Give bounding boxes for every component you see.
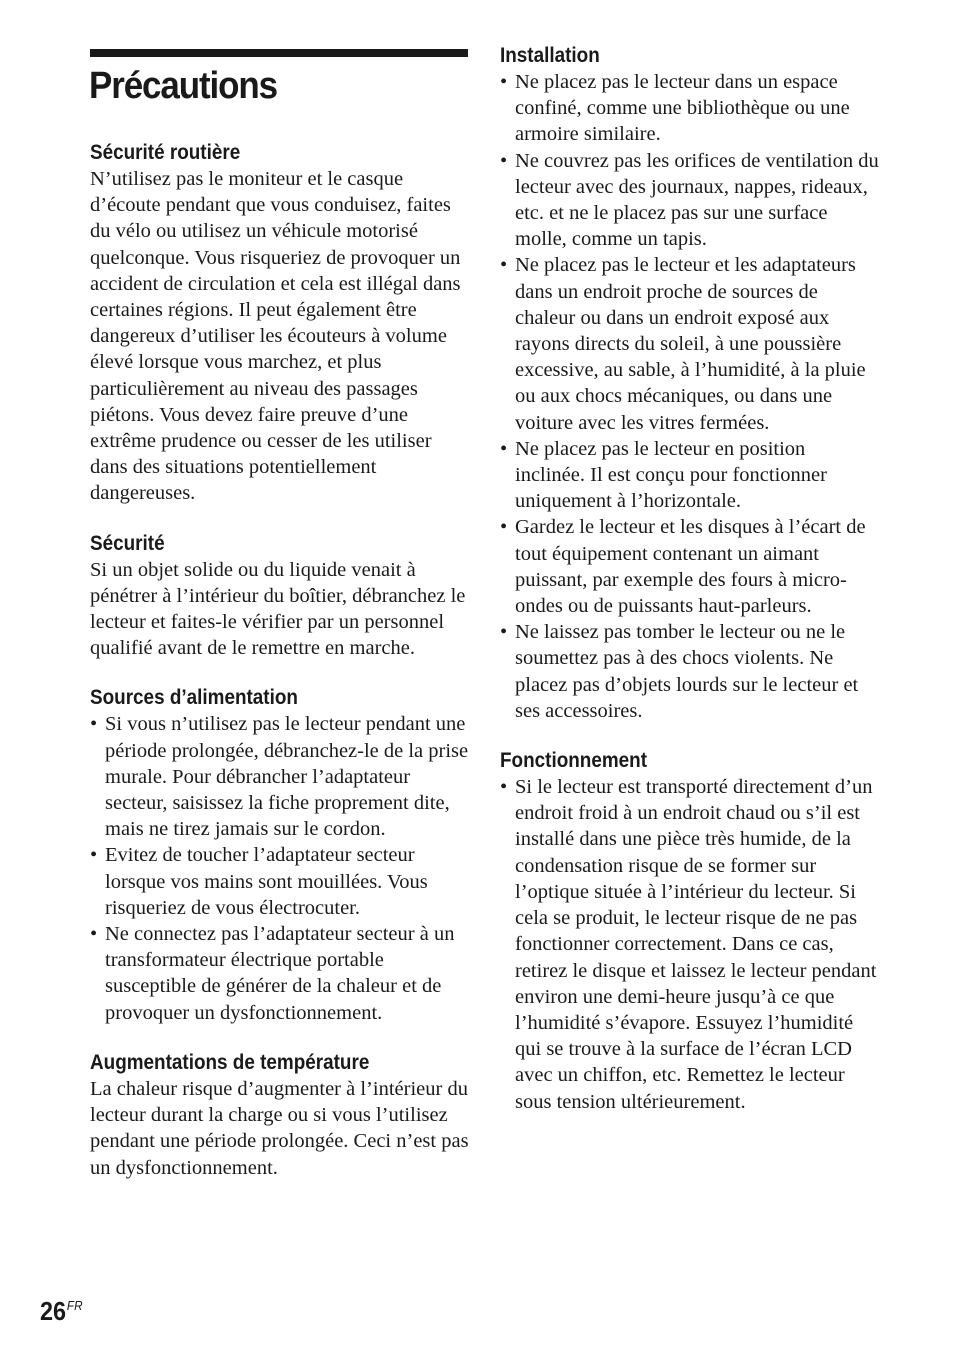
left-column <box>90 140 470 1205</box>
list-operation <box>500 774 880 1115</box>
section-temperature <box>90 1050 470 1181</box>
title-rule <box>90 49 468 57</box>
text-safety: Si un objet solide ou du liquide venait à pénétrer à l’intérieur du boîtier, débranchez le lecteur et faites-le vérifier par un personnel qualifié avant de le remettre en marche. <box>90 558 466 660</box>
section-operation <box>500 748 880 1115</box>
list-power-sources <box>90 711 470 1025</box>
section-safety <box>90 531 470 662</box>
right-column <box>500 43 880 1139</box>
text-road-safety: N’utilisez pas le moniteur et le casque d’écoute pendant que vous conduisez, faites du vélo ou utilisez un véhicule motorisé quelconque. Vous risqueriez de provoquer un accident de circulation et cela est illégal dans certaines régions. Il peut également être dangereux d’utiliser les écouteurs à volume élevé lorsque vous marchez, et plus particulièrement au niveau des passages piétons. Vous devez faire preuve d’une extrême prudence ou cesser de les utiliser dans des situations potentiellement dangereuses. <box>90 168 461 505</box>
heading-power-sources: Sources d’alimentation <box>90 686 298 710</box>
list-item: • Si vous n’utilisez pas le lecteur pendant une période prolongée, débranchez-le de la prise murale. Pour débrancher l’adaptateur secteur, saisissez la fiche proprement dite, mais ne tirez jamais sur le cordon. <box>90 713 469 841</box>
heading-installation: Installation <box>500 44 600 67</box>
section-installation <box>500 43 880 724</box>
list-item: • Si le lecteur est transporté directement d’un endroit froid à un endroit chaud ou s’il est installé dans une pièce très humide, de la condensation risque de se former sur l’optique située à l’intérieur du lecteur. Si cela se produit, le lecteur risque de ne pas fonctionner correctement. Dans ce cas, retirez le disque et laissez le lecteur pendant environ une demi-heure jusqu’à ce que l’humidité s’évapore. Essuyez l’humidité qui se trouve à la surface de l’écran LCD avec un chiffon, etc. Remettez le lecteur sous tension ultérieurement. <box>500 776 877 1113</box>
section-road-safety <box>90 140 470 507</box>
list-item: • Ne placez pas le lecteur et les adaptateurs dans un endroit proche de sources de chaleur ou dans un endroit exposé aux rayons directs du soleil, à une poussière excessive, au sable, à l’humidité, à la pluie ou aux chocs mécaniques, ou dans une voiture avec les vitres fermées. <box>500 254 866 434</box>
heading-road-safety: Sécurité routière <box>90 141 241 164</box>
list-item: • Ne placez pas le lecteur dans un espace confiné, comme une bibliothèque ou une armoire similaire. <box>500 71 850 146</box>
page-language: FR <box>66 1298 83 1313</box>
list-item: • Ne couvrez pas les orifices de ventilation du lecteur avec des journaux, nappes, rideaux, etc. et ne le placez pas sur une surface molle, comme un tapis. <box>500 149 879 251</box>
heading-operation: Fonctionnement <box>500 749 647 773</box>
list-item: • Ne connectez pas l’adaptateur secteur à un transformateur électrique portable susceptible de générer de la chaleur et de provoquer un dysfonctionnement. <box>90 923 455 1024</box>
page-number: $26^{FR}$ <box>40 1296 83 1326</box>
page-title: Précautions <box>89 65 277 107</box>
list-item: • Gardez le lecteur et les disques à l’écart de tout équipement contenant un aimant puissant, par exemple des fours à micro-ondes ou de puissants haut-parleurs. <box>500 516 866 618</box>
list-item: • Ne laissez pas tomber le lecteur ou ne le soumettez pas à des chocs violents. Ne placez pas d’objets lourds sur le lecteur et ses accessoires. <box>500 621 859 722</box>
section-power-sources <box>90 685 470 1025</box>
heading-safety: Sécurité <box>90 531 165 555</box>
list-item: • Evitez de toucher l’adaptateur secteur lorsque vos mains sont mouillées. Vous risqueriez de vous électrocuter. <box>90 844 428 919</box>
heading-temperature: Augmentations de température <box>90 1050 370 1074</box>
list-installation <box>500 69 880 724</box>
list-item: • Ne placez pas le lecteur en position inclinée. Il est conçu pour fonctionner uniquement à l’horizontale. <box>500 437 827 513</box>
text-temperature: La chaleur risque d’augmenter à l’intérieur du lecteur durant la charge ou si vous l’utilisez pendant une période prolongée. Ceci n’est pas un dysfonctionnement. <box>90 1077 469 1179</box>
